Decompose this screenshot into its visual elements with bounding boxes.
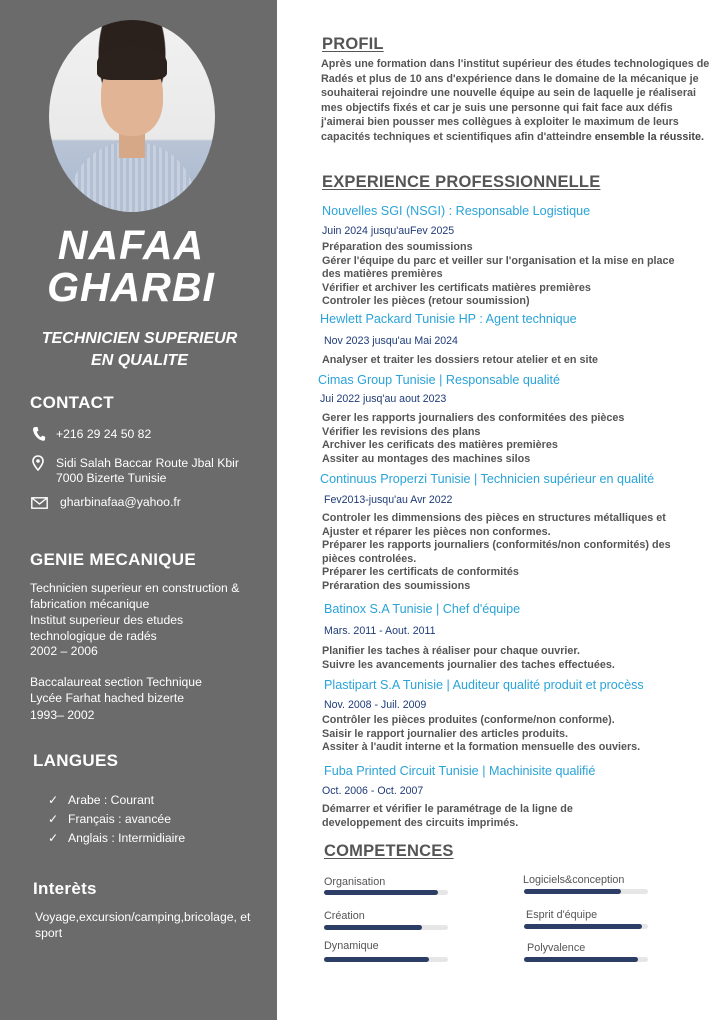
email-link[interactable]: gharbinafaa@yahoo.fr [60,495,181,509]
job-company: Nouvelles SGI (NSGI) : Responsable Logistique [322,204,591,218]
skill-label: Esprit d'équipe [526,909,598,921]
job-title-line1: TECHNICIEN SUPERIEUR [41,330,238,347]
job-description: Controler les dimmensions des pièces en structures métalliques et Ajuster et réparer les pièces non conformes. Préparer les rapports journaliers (conformités/non conformités) des pièces controlées. Préparer les certificats de conformités Préraration des soumissions [322,512,671,592]
language-item: ✓ Anglais : Intermidiaire [48,831,186,845]
sidebar [0,0,277,1020]
job-date: Nov 2023 jusqu'au Mai 2024 [324,335,458,347]
job-description: Contrôler les pièces produites (conforme/non conforme). Saisir le rapport journalier des articles produits. Assiter à l'audit interne et la formation mensuelle des ouviers. [322,714,641,754]
skill-bar [324,890,448,895]
skills-heading: COMPETENCES [324,842,454,860]
language-item: ✓ Français : avancée [48,812,171,826]
skill-label: Dynamique [324,940,379,952]
job-description: Préparation des soumissions Gérer l'équipe du parc et veiller sur l'organisation et la mise en place des matières premières Vérifier et archiver les certificats matières premières Controler les pièces (retour soumission) [322,241,675,308]
skill-bar [524,957,648,962]
education-line: 2002 – 2006 [30,644,98,658]
checkmark-icon: ✓ [48,812,59,826]
contact-heading: CONTACT [30,393,114,412]
checkmark-icon: ✓ [48,793,59,807]
job-date: Jui 2022 jusq'au aout 2023 [320,393,447,405]
education-line: Institut superieur des etudes [30,613,184,627]
job-description: Gerer les rapports journaliers des conformitées des pièces Vérifier les revisions des plans Archiver les cerificats des matières premières Assiter au montages des machines silos [322,412,625,465]
job-company: Batinox S.A Tunisie | Chef d'équipe [324,602,521,616]
envelope-icon [31,496,48,512]
profile-photo [49,20,215,212]
skill-label: Création [324,910,365,922]
checkmark-icon: ✓ [48,831,59,845]
interests-line2: sport [35,926,63,940]
address-line2: 7000 Bizerte Tunisie [56,471,167,485]
education-line: Baccalaureat section Technique [30,675,202,689]
job-company: Continuus Properzi Tunisie | Technicien supérieur en qualité [320,472,655,486]
job-company: Plastipart S.A Tunisie | Auditeur qualité produit et procèss [324,678,644,692]
skill-label: Logiciels&conception [523,874,625,886]
job-date: Juin 2024 jusqu'auFev 2025 [322,225,455,237]
education-line: Lycée Farhat hached bizerte [30,691,185,705]
skill-bar [524,924,648,929]
job-description: Planifier les taches à réaliser pour chaque ouvrier. Suivre les avancements journalier des taches effectuées. [322,645,615,671]
job-title-line2: EN QUALITE [91,352,188,369]
education-line: fabrication mécanique [30,597,150,611]
interests-line1: Voyage,excursion/camping,bricolage, et [35,910,251,924]
languages-heading: LANGUES [33,751,119,770]
location-pin-icon [32,455,44,474]
education-line: technologique de radés [30,629,157,643]
language-item: ✓ Arabe : Courant [48,793,155,807]
job-company: Hewlett Packard Tunisie HP : Agent technique [320,312,577,326]
phone-number[interactable]: +216 29 24 50 82 [56,427,152,441]
job-description: Analyser et traiter les dossiers retour atelier et en site [322,354,599,366]
job-date: Nov. 2008 - Juil. 2009 [324,699,427,711]
education-line: 1993– 2002 [30,708,95,722]
address-line1: Sidi Salah Baccar Route Jbal Kbir [56,456,239,470]
first-name: NAFAA [57,222,205,268]
phone-icon [32,426,46,445]
job-date: Mars. 2011 - Aout. 2011 [324,625,436,637]
skill-bar [324,957,448,962]
job-description: Démarrer et vérifier le paramétrage de la ligne de developpement des circuits imprimés. [322,803,573,829]
job-date: Oct. 2006 - Oct. 2007 [322,785,424,797]
job-company: Cimas Group Tunisie | Responsable qualité [318,373,560,387]
skill-bar [324,925,448,930]
education-line: Technicien superieur en construction & [30,581,240,595]
skill-label: Organisation [324,876,386,888]
last-name: GHARBI [47,264,215,310]
experience-heading: EXPERIENCE PROFESSIONNELLE [322,173,601,191]
profile-text: Après une formation dans l'institut supérieur des études technologiques de Radés et plus de 10 ans d'expérience dans le domaine de la mécanique je souhaiterai rejoindre une nouvelle équipe au sein de laquelle je réaliserai mes objectifs fixés et car je suis une personne qui fait face aux défis j'aimerai bien pousser mes collègues à exploiter le maximum de leurs capacités techniques et scientifiques afin d'atteindre ensemble la réussite. [321,58,710,143]
skill-bar [524,889,648,894]
skill-label: Polyvalence [527,942,586,954]
job-date: Fev2013-jusqu'au Avr 2022 [324,494,453,506]
education-heading: GENIE MECANIQUE [30,550,197,569]
interests-heading: Interèts [33,879,97,898]
profile-heading: PROFIL [322,35,384,53]
job-company: Fuba Printed Circuit Tunisie | Machinisite qualifié [324,764,596,778]
